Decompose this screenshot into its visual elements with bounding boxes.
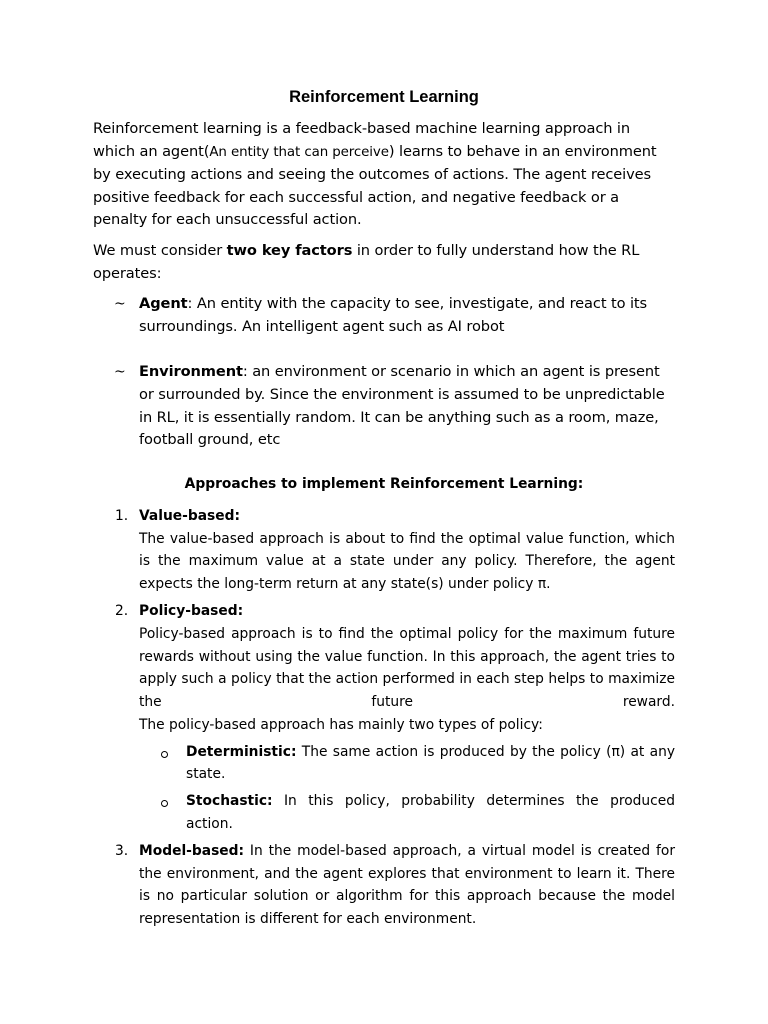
key-factors-paragraph: [93, 240, 675, 285]
factor-text: : An entity with the capacity to see, investigate, and react to its surroundings. An intelligent agent such as AI robot: [139, 295, 648, 335]
list-item: [93, 361, 675, 451]
approach-description: The value-based approach is about to find the optimal value function, which is the maximum value at a state under any policy. Therefore, the agent expects the long-term return at any state(s) under policy π.: [139, 530, 675, 593]
approach-heading: Policy-based:: [139, 602, 244, 619]
policy-term: Deterministic:: [186, 743, 297, 760]
intro-text-a: Reinforcement learning is a feedback-based machine learning approach in which an agent(: [93, 120, 631, 160]
list-item: [139, 741, 675, 787]
policy-text: The same action is produced by the policy (π) at any state.: [186, 743, 675, 783]
approach-description: Policy-based approach is to find the optimal policy for the maximum future rewards without using the value function. In this approach, the agent tries to apply such a policy that the action performed in each step helps to maximize the future reward.: [139, 625, 675, 711]
intro-text-small: An entity that can perceive: [209, 144, 389, 160]
key-factors-text-b: in order to fully understand how the RL operates:: [93, 241, 640, 282]
key-factors-list: [93, 293, 675, 452]
intro-paragraph: [93, 118, 675, 232]
policy-text: In this policy, probability determines the produced action.: [186, 793, 675, 833]
list-item: [93, 840, 675, 931]
list-number: 3.: [115, 842, 129, 859]
policy-term: Stochastic:: [186, 793, 273, 810]
intro-text-b: ) learns to behave in an environment by executing actions and seeing the outcomes of actions. The agent receives positive feedback for each successful action, and negative feedback or a penalty for each unsuccessful action.: [93, 142, 657, 229]
list-item: [139, 790, 675, 836]
approaches-list: [93, 505, 675, 931]
list-item: [93, 600, 675, 836]
approach-heading: Value-based:: [139, 507, 241, 524]
factor-text: : an environment or scenario in which an agent is present or surrounded by. Since the environment is assumed to be unpredictable in RL, it is essentially random. It can be anything such as a room, maze, football ground, etc: [139, 363, 665, 449]
list-number: 2.: [115, 602, 129, 619]
factor-term: Environment: [139, 363, 243, 381]
section-title: Approaches to implement Reinforcement Learning:: [184, 475, 584, 492]
approach-heading: Model-based:: [139, 842, 245, 859]
policy-types-intro: The policy-based approach has mainly two types of policy:: [139, 716, 543, 733]
list-item: [93, 505, 675, 596]
approach-description: In the model-based approach, a virtual model is created for the environment, and the agent explores that environment to learn it. There is no particular solution or algorithm for this approach because the model representation is different for each environment.: [139, 842, 675, 928]
key-factors-bold: two key factors: [226, 241, 353, 259]
list-number: 1.: [115, 507, 129, 524]
circle-bullet-icon: [161, 800, 168, 807]
key-factors-text-a: We must consider: [93, 241, 227, 259]
policy-types-list: [139, 741, 675, 836]
page-title: Reinforcement Learning: [289, 88, 479, 106]
circle-bullet-icon: [161, 751, 168, 758]
list-item: [93, 293, 675, 338]
tilde-bullet-icon: ~: [114, 364, 126, 381]
factor-term: Agent: [139, 295, 188, 313]
document-page: [93, 86, 675, 935]
tilde-bullet-icon: ~: [114, 296, 126, 313]
